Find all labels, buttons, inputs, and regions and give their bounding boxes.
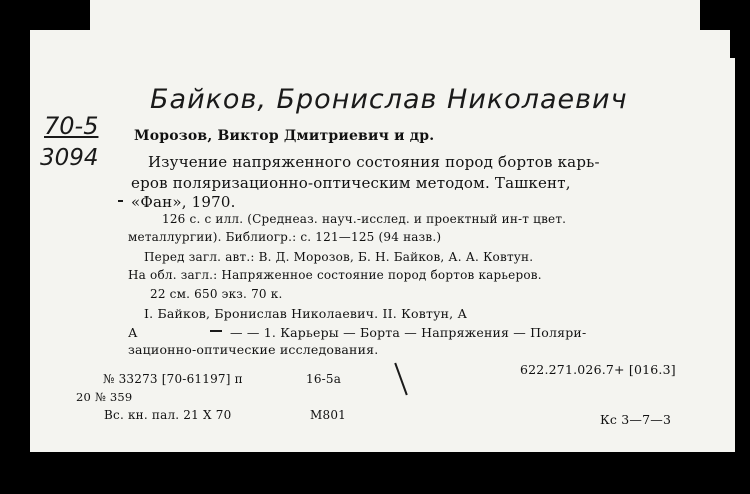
handwritten-author-name: Байков, Бронислав Николаевич <box>150 84 628 115</box>
card-udc-classification: 622.271.026.7+ [016.3] <box>520 362 676 377</box>
pen-tick-mark <box>118 200 123 202</box>
card-collation-line-1: 126 с. с илл. (Среднеаз. науч.-исслед. и проектный ин-т цвет. <box>162 212 567 226</box>
card-collation-line-2: металлургии). Библиогр.: с. 121—125 (94 назв.) <box>128 230 442 244</box>
card-printing-code: М801 <box>310 408 346 422</box>
card-title-line-1: Изучение напряженного состояния пород бортов карь- <box>148 153 600 171</box>
card-order-number: 20 № 359 <box>76 390 133 404</box>
handwritten-shelf-mark: 70-5 <box>44 112 99 140</box>
card-printing-info: Вс. кн. пал. 21 X 70 <box>104 408 232 422</box>
card-tracing-line-2-start: А <box>128 325 138 340</box>
pen-dash-mark <box>210 330 222 332</box>
card-record-suffix: 16-5а <box>306 372 342 386</box>
card-tracing-line-2: — — 1. Карьеры — Борта — Напряжения — Поляри- <box>230 325 587 340</box>
card-catalog-code: Кс 3—7—3 <box>600 412 672 427</box>
card-tracing-line-3: зационно-оптические исследования. <box>128 342 379 357</box>
card-heading-author: Морозов, Виктор Дмитриевич и др. <box>134 128 435 144</box>
card-size-line: 22 см. 650 экз. 70 к. <box>150 287 283 301</box>
handwritten-accession-number: 3094 <box>40 145 99 171</box>
card-note-line-2: На обл. загл.: Напряженное состояние пород бортов карьеров. <box>128 268 542 282</box>
scan-border-left <box>0 0 30 494</box>
card-record-number: № 33273 [70-61197] п <box>103 372 243 386</box>
card-tracing-line-1: I. Байков, Бронислав Николаевич. II. Ковтун, А <box>144 306 468 321</box>
scan-border-right <box>735 0 750 494</box>
card-title-line-2: еров поляризационно-оптическим методом. Ташкент, <box>131 174 571 192</box>
card-title-line-3: «Фан», 1970. <box>131 193 236 211</box>
scan-border-bottom <box>0 452 750 494</box>
card-note-line-1: Перед загл. авт.: В. Д. Морозов, Б. Н. Байков, А. А. Ковтун. <box>144 250 534 264</box>
